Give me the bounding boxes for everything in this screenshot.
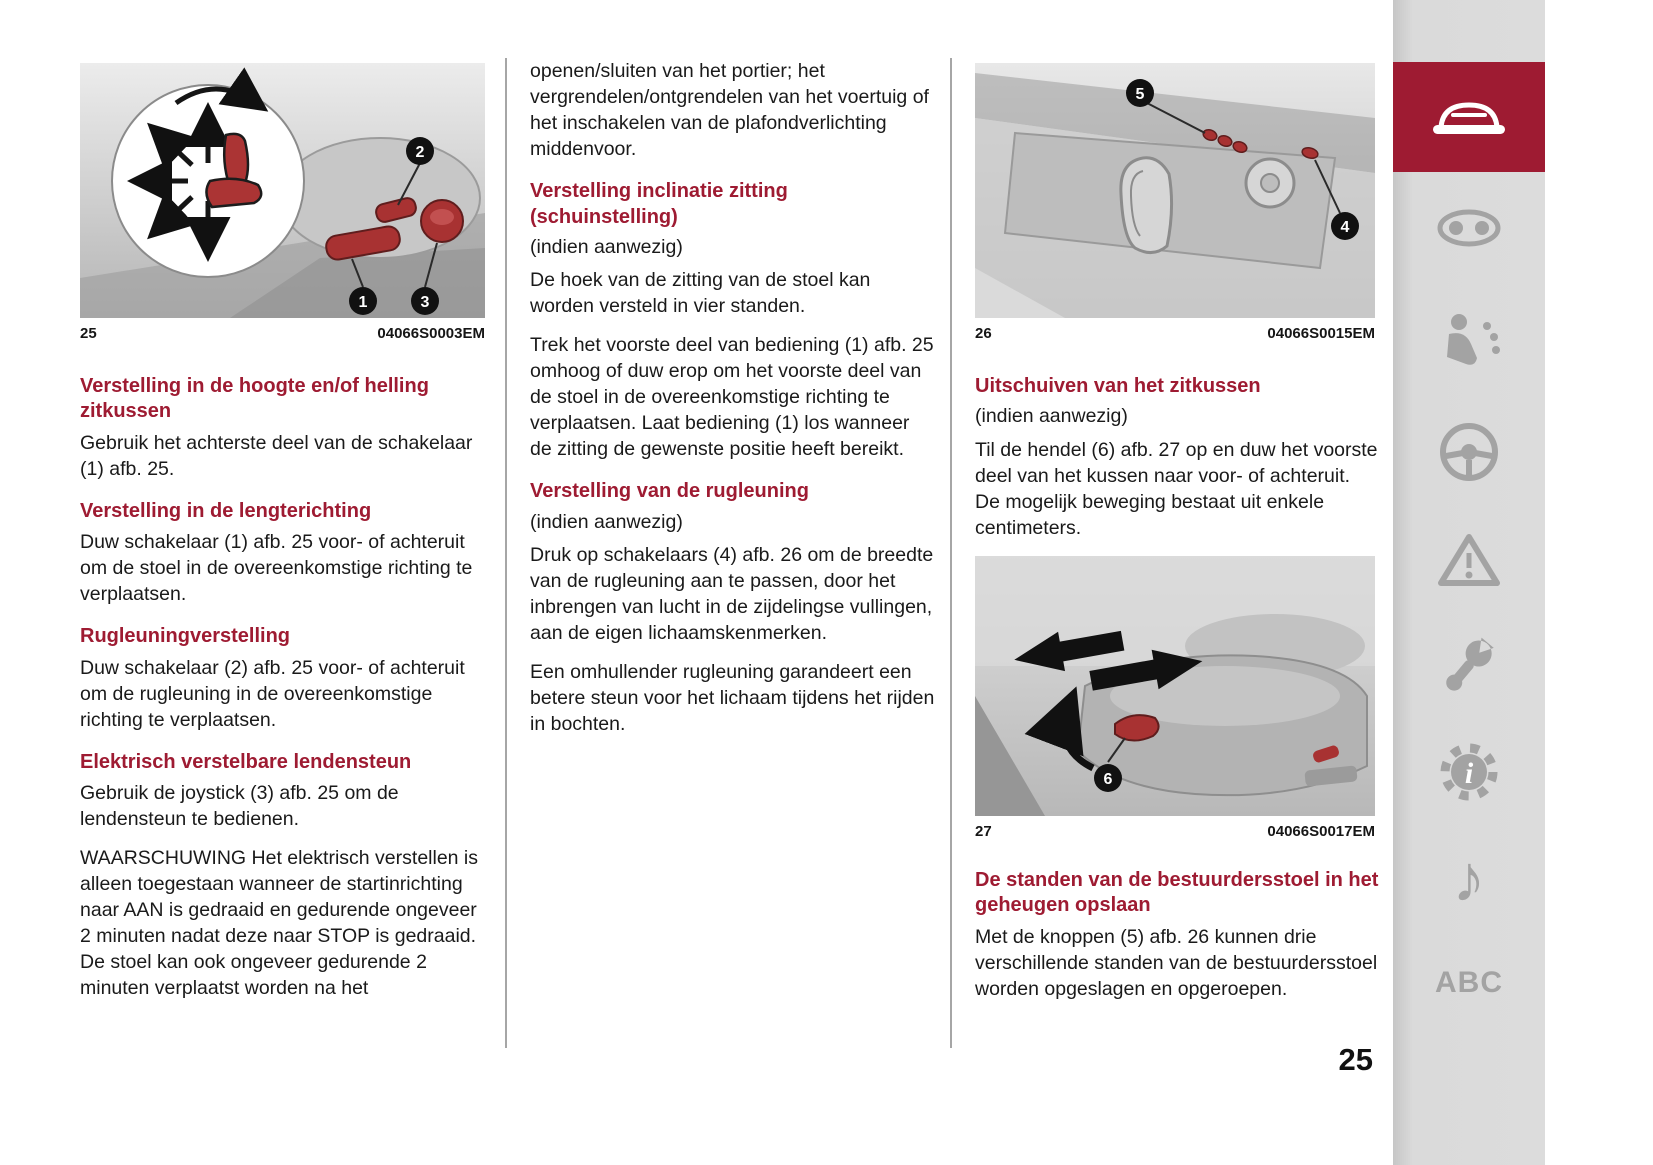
heading-inclinatie-zitting: Verstelling inclinatie zitting (schuinstelling) <box>530 180 788 228</box>
column-3-lower <box>975 868 1380 1015</box>
figure-27 <box>975 556 1375 840</box>
red-lever <box>1115 715 1159 740</box>
figure-25-caption <box>80 325 485 342</box>
figure-25-label: 25 <box>80 325 97 342</box>
page-number: 25 <box>1338 1042 1373 1077</box>
heading-lengterichting: Verstelling in de lengterichting <box>80 499 372 522</box>
column-1 <box>80 374 492 1014</box>
sidebar-item-index[interactable] <box>1393 966 1545 1000</box>
column-divider <box>950 58 952 1048</box>
paragraph: Gebruik het achterste deel van de schakelaar (1) afb. 25. <box>80 431 473 480</box>
callout-2 <box>406 137 434 165</box>
svg-text:i: i <box>1464 757 1474 790</box>
sidebar-item-driving[interactable] <box>1393 420 1545 484</box>
paragraph: Druk op schakelaars (4) afb. 26 om de breedte van de rugleuning aan te passen, door het inbrengen van lucht in de zijdelingse vullingen, aan de eigen lichaamskenmerken. <box>530 544 934 645</box>
heading-uitschuiven-zitkussen: Uitschuiven van het zitkussen <box>975 375 1261 397</box>
figure-27-label: 27 <box>975 823 992 840</box>
heading-rugleuning: Verstelling van de rugleuning <box>530 480 809 503</box>
sidebar-item-multimedia[interactable] <box>1393 841 1545 915</box>
figure-25-illustration <box>80 63 485 318</box>
heading-geheugen-opslaan: De standen van de bestuurdersstoel in het geheugen opslaan <box>975 869 1379 917</box>
paragraph: openen/sluiten van het portier; het vergrendelen/ontgrendelen van het voertuig of het inschakelen van de plafondverlichting middenvoor. <box>530 60 929 161</box>
sidebar-item-emergency[interactable] <box>1393 531 1545 589</box>
callout-5 <box>1126 79 1154 107</box>
svg-text:5: 5 <box>1135 86 1145 103</box>
steering-wheel-icon <box>1437 420 1501 484</box>
subnote: (indien aanwezig) <box>530 510 683 533</box>
wrench-icon <box>1437 633 1501 697</box>
callout-6 <box>1094 764 1122 792</box>
active-chapter-tab[interactable] <box>1393 62 1545 172</box>
figure-26-caption <box>975 325 1375 342</box>
subnote: (indien aanwezig) <box>975 405 1128 428</box>
figure-26-illustration <box>975 63 1375 318</box>
sidebar-item-dashboard[interactable] <box>1393 206 1545 250</box>
svg-text:2: 2 <box>415 144 425 161</box>
figure-26 <box>975 63 1375 342</box>
figure-27-illustration <box>975 556 1375 816</box>
paragraph: Duw schakelaar (2) afb. 25 voor- of achteruit om de rugleuning in de overeenkomstige richting te verplaatsen. <box>80 656 465 731</box>
sidebar-item-technical-info[interactable] <box>1393 740 1545 804</box>
dashboard-icon <box>1437 206 1501 250</box>
heading-rugleuningverstelling: Rugleuningverstelling <box>80 625 291 648</box>
paragraph: Met de knoppen (5) afb. 26 kunnen drie verschillende standen van de bestuurdersstoel worden opgeslagen en opgeroepen. <box>975 925 1378 1000</box>
subnote: (indien aanwezig) <box>530 235 683 258</box>
paragraph: Een omhullender rugleuning garandeert een betere steun voor het lichaam tijdens het rijden in bochten. <box>530 661 935 736</box>
abc-index-label: ABC <box>1435 966 1503 999</box>
figure-25 <box>80 63 485 342</box>
sidebar-item-maintenance[interactable] <box>1393 633 1545 697</box>
column-2 <box>530 58 935 750</box>
inset-circle <box>112 85 304 277</box>
airbag-icon <box>1437 310 1501 370</box>
paragraph: De hoek van de zitting van de stoel kan worden versteld in vier standen. <box>530 269 871 318</box>
callout-3 <box>411 287 439 315</box>
round-knob <box>1246 159 1294 207</box>
svg-text:3: 3 <box>420 294 430 311</box>
figure-26-label: 26 <box>975 325 992 342</box>
heading-hoogte-helling: Verstelling in de hoogte en/of helling zitkussen <box>80 375 429 423</box>
paragraph: Til de hendel (6) afb. 27 op en duw het voorste deel van het kussen naar voor- of achteruit. De mogelijk beweging bestaat uit enkele centimeters. <box>975 438 1378 539</box>
callout-4 <box>1331 212 1359 240</box>
svg-text:4: 4 <box>1340 219 1350 236</box>
seat-shaped-switch <box>1121 158 1172 253</box>
car-icon <box>1427 89 1511 145</box>
warning-triangle-icon <box>1437 531 1501 589</box>
heading-lendensteun: Elektrisch verstelbare lendensteun <box>80 750 412 773</box>
column-3-upper <box>975 374 1380 554</box>
figure-26-code: 04066S0015EM <box>1267 325 1375 342</box>
paragraph: Duw schakelaar (1) afb. 25 voor- of achteruit om de stoel in de overeenkomstige richting te verplaatsen. <box>80 531 473 606</box>
svg-text:6: 6 <box>1103 771 1113 788</box>
info-gear-icon <box>1437 740 1501 804</box>
figure-27-code: 04066S0017EM <box>1267 823 1375 840</box>
paragraph: Gebruik de joystick (3) afb. 25 om de lendensteun te bedienen. <box>80 782 399 831</box>
svg-text:1: 1 <box>358 294 368 311</box>
column-divider <box>505 58 507 1048</box>
paragraph: Trek het voorste deel van bediening (1) afb. 25 omhoog of duw erop om het voorste deel van de stoel in de overeenkomstige richting te verplaatsen. Laat bediening (1) los wanneer de zitting de gewenste positie heeft bereikt. <box>530 334 934 461</box>
music-note-icon: ♪ <box>1452 841 1486 915</box>
figure-27-caption <box>975 823 1375 840</box>
callout-1 <box>349 287 377 315</box>
paragraph-waarschuwing: WAARSCHUWING Het elektrisch verstellen is alleen toegestaan wanneer de startinrichting naar AAN is gedraaid en gedurende ongeveer 2 minuten nadat deze naar STOP is gedraaid. De stoel kan ook ongeveer gedurende 2 minuten verplaatst worden na het <box>80 847 479 1000</box>
sidebar-item-safety[interactable] <box>1393 310 1545 370</box>
figure-25-code: 04066S0003EM <box>377 325 485 342</box>
